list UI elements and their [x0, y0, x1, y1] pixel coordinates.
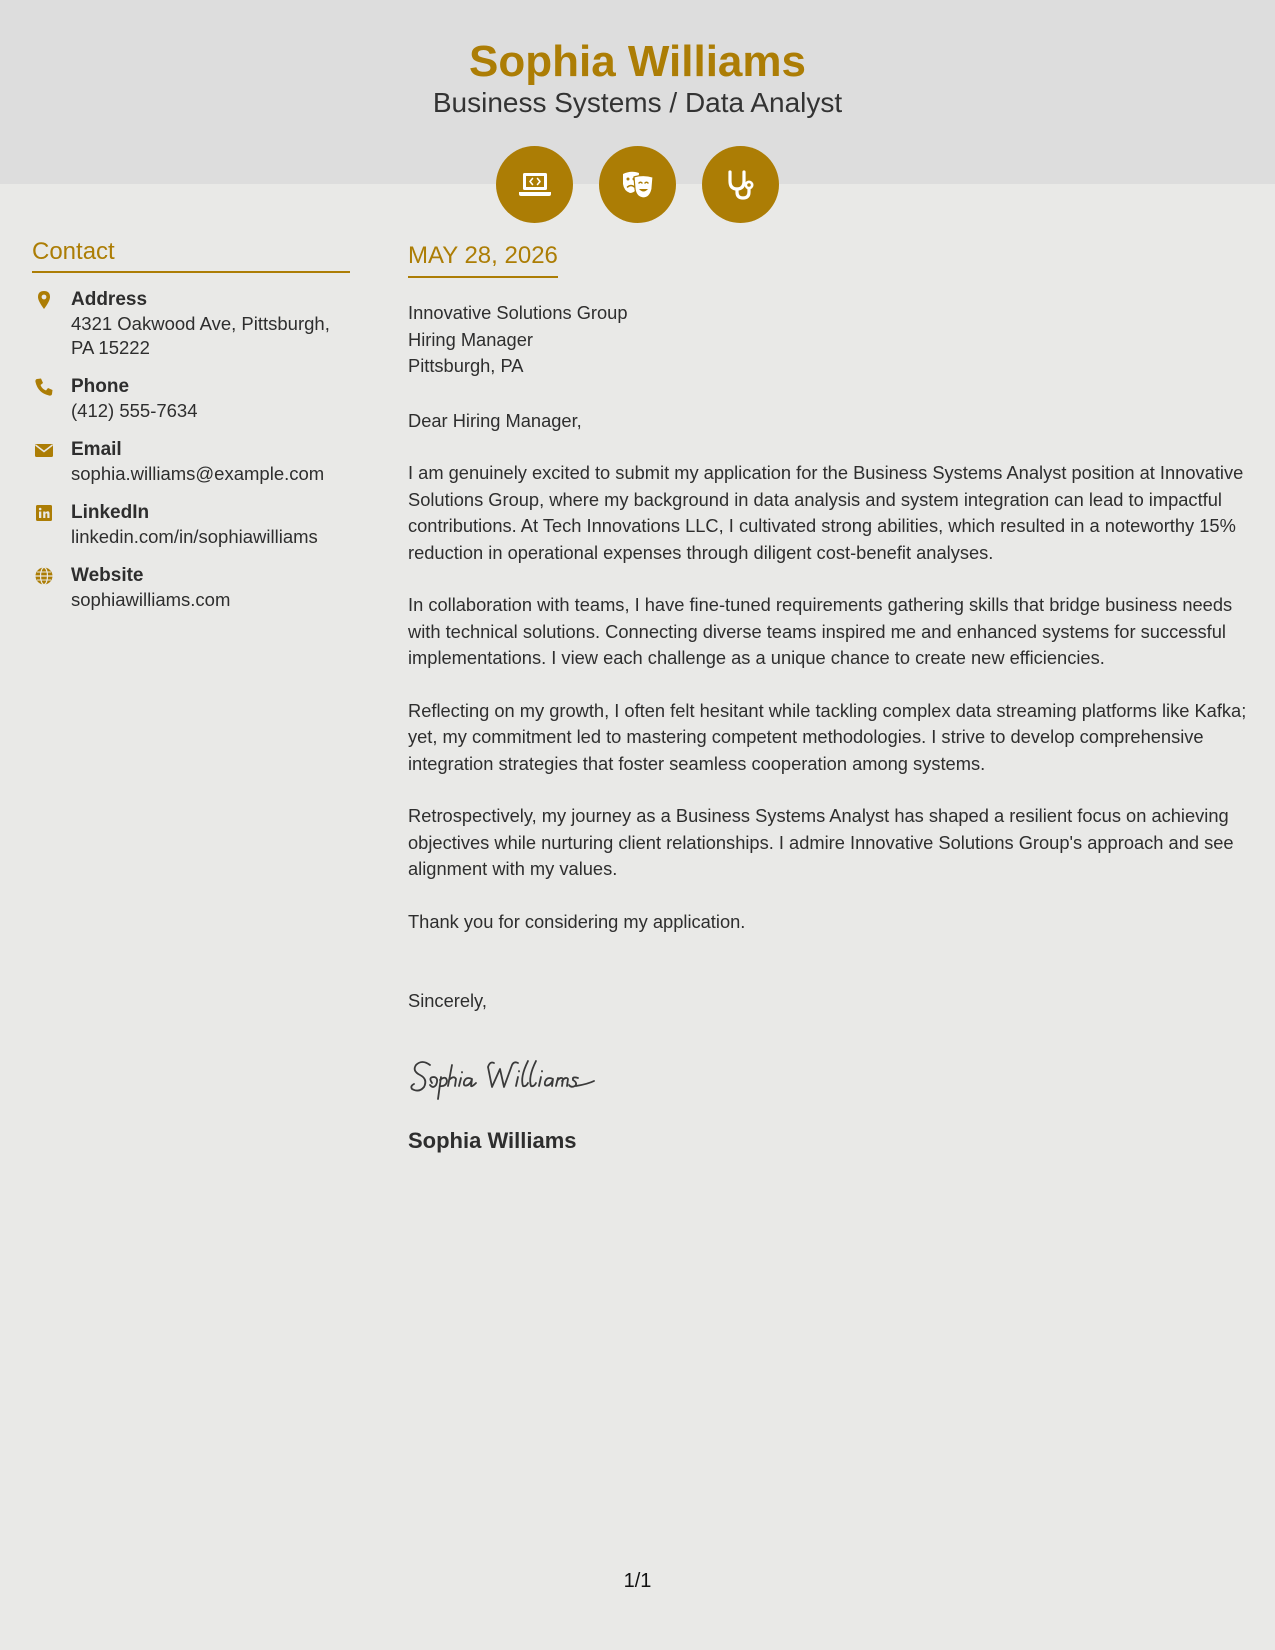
- website-label: Website: [71, 565, 144, 586]
- header-icons: [0, 146, 1275, 223]
- recipient-block: [408, 300, 1253, 380]
- phone-icon: [34, 377, 54, 397]
- letter-body: [408, 240, 1253, 1155]
- recipient-role: Hiring Manager: [408, 328, 533, 350]
- linkedin-value[interactable]: linkedin.com/in/sophiawilliams: [71, 526, 318, 547]
- contact-linkedin: [32, 501, 350, 549]
- recipient-location: Pittsburgh, PA: [408, 355, 524, 376]
- address-line-1: 4321 Oakwood Ave, Pittsburgh,: [71, 313, 330, 334]
- paragraph-3: Reflecting on my growth, I often felt hesitant while tackling complex data streaming platforms like Kafka; yet, my commitment led to mastering competent methodologies. I strive to develop comprehensive integration strategies that foster seamless cooperation among systems.: [408, 699, 1247, 774]
- contact-heading: Contact: [32, 238, 350, 273]
- phone-value: (412) 555-7634: [71, 400, 198, 421]
- contact-sidebar: [32, 238, 350, 612]
- website-value[interactable]: sophiawilliams.com: [71, 589, 231, 610]
- paragraph-1: I am genuinely excited to submit my application for the Business Systems Analyst position at Innovative Solutions Group, where my background in data analysis and system integration can lead to impactful contributions. At Tech Innovations LLC, I cultivated strong abilities, which resulted in a noteworthy 15% reduction in operational expenses through diligent cost-benefit analyses.: [408, 462, 1244, 563]
- typed-name: Sophia Williams: [408, 1127, 577, 1153]
- email-value: sophia.williams@example.com: [71, 463, 325, 484]
- laptop-code-icon: [496, 146, 573, 223]
- map-pin-icon: [34, 290, 54, 310]
- globe-icon: [34, 566, 54, 586]
- salutation: Dear Hiring Manager,: [408, 409, 582, 431]
- stethoscope-icon: [702, 146, 779, 223]
- applicant-title: Business Systems / Data Analyst: [432, 87, 843, 118]
- page-number: 1/1: [623, 1570, 652, 1592]
- contact-email: [32, 438, 350, 486]
- applicant-name: Sophia Williams: [468, 37, 806, 86]
- linkedin-icon: [34, 503, 54, 523]
- linkedin-label: LinkedIn: [71, 502, 150, 523]
- address-label: Address: [71, 289, 148, 310]
- paragraph-4: Retrospectively, my journey as a Business Systems Analyst has shaped a resilient focus on achieving objectives while nurturing client relationships. I admire Innovative Solutions Group's approach and see alignment with my values.: [408, 805, 1234, 879]
- email-label: Email: [71, 439, 122, 460]
- address-line-2: PA 15222: [71, 337, 150, 358]
- contact-address: [32, 288, 350, 360]
- theater-masks-icon: [599, 146, 676, 223]
- recipient-company: Innovative Solutions Group: [408, 302, 628, 323]
- paragraph-2: In collaboration with teams, I have fine-tuned requirements gathering skills that bridge business needs with technical solutions. Connecting diverse teams inspired me and enhanced systems for successful implementations. I view each challenge as a unique chance to create new efficiencies.: [408, 594, 1233, 668]
- handwritten-signature: [408, 1053, 1253, 1105]
- contact-phone: [32, 375, 350, 423]
- paragraph-5: Thank you for considering my application.: [408, 910, 746, 932]
- phone-label: Phone: [71, 376, 130, 397]
- closing: Sincerely,: [408, 990, 487, 1011]
- contact-website: [32, 564, 350, 612]
- letter-date: MAY 28, 2026: [408, 240, 558, 278]
- envelope-icon: [34, 440, 54, 460]
